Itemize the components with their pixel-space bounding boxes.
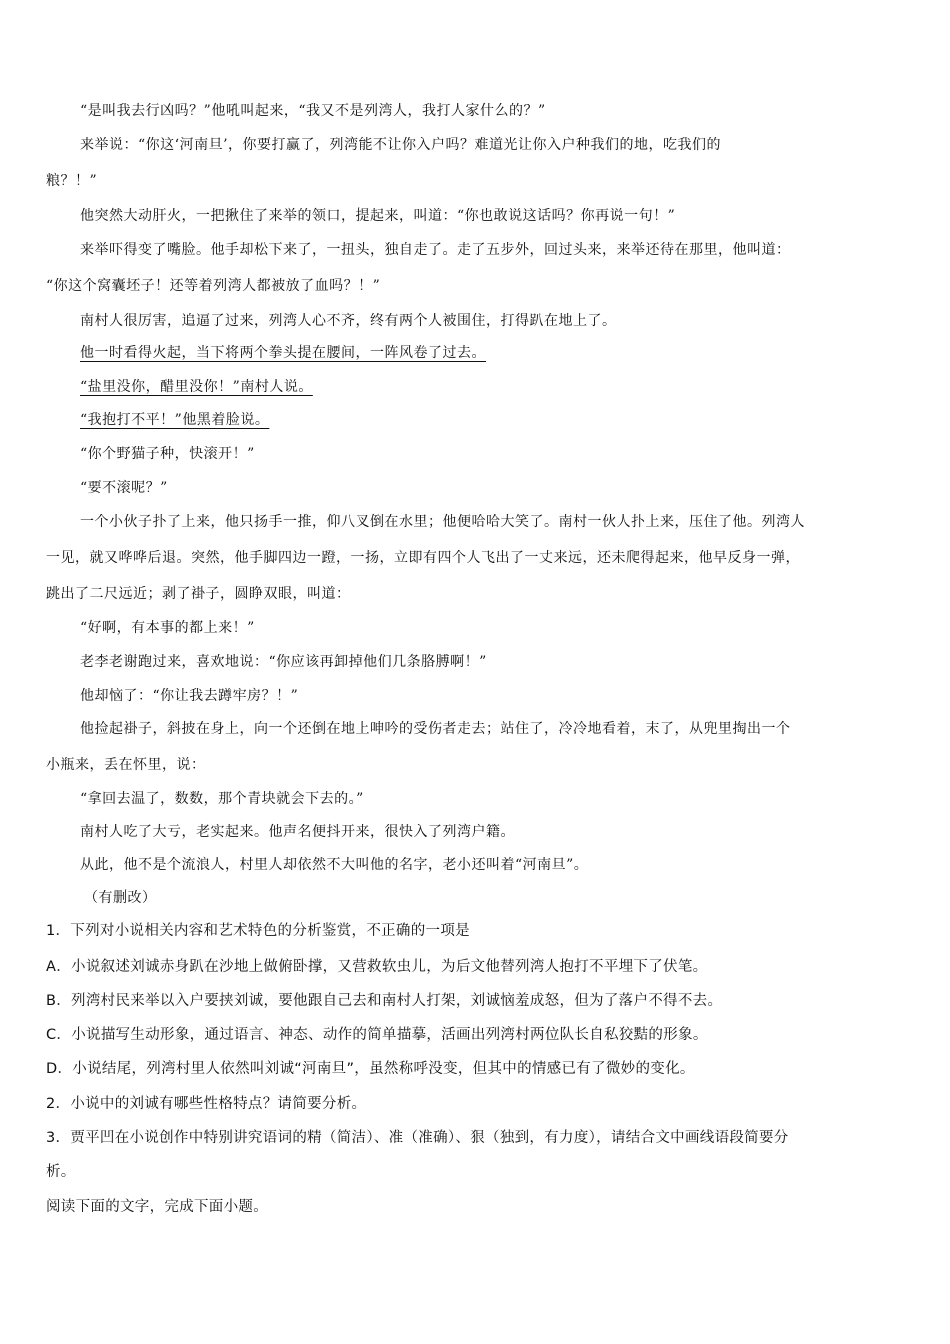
question-option-d: D．小说结尾，列湾村里人依然叫刘诚“河南旦”，虽然称呼没变，但其中的情感已有了微妙的变化。 — [46, 1061, 695, 1077]
passage-paragraph-continuation: “你这个窝囊坯子！还等着列湾人都被放了血吗？！” — [46, 278, 381, 294]
passage-paragraph: 他捡起褂子，斜披在身上，向一个还倒在地上呻吟的受伤者走去；站住了，冷冷地看着，末了，从兜里掏出一个 — [80, 721, 791, 737]
passage-paragraph: “拿回去温了，数数，那个青块就会下去的。” — [80, 791, 364, 807]
passage-paragraph: 南村人很厉害，追逼了过来，列湾人心不齐，终有两个人被围住，打得趴在地上了。 — [80, 313, 617, 329]
question-option-a: A．小说叙述刘诚赤身趴在沙地上做俯卧撑，又营救软虫儿，为后文他替列湾人抱打不平埋下了伏笔。 — [46, 959, 708, 975]
passage-paragraph: 来举说：“你这‘河南旦’，你要打赢了，列湾能不让你入户吗？难道光让你入户种我们的地，吃我们的 — [80, 137, 722, 153]
question-option-b: B．列湾村民来举以入户要挟刘诚，要他跟自己去和南村人打架，刘诚恼羞成怒，但为了落户不得不去。 — [46, 993, 723, 1009]
passage-paragraph: “是叫我去行凶吗？”他吼叫起来，“我又不是列湾人，我打人家什么的？” — [80, 103, 546, 119]
passage-paragraph: 一个小伙子扑了上来，他只扬手一推，仰八叉倒在水里；他便哈哈大笑了。南村一伙人扑上来，压住了他。列湾人 — [80, 514, 805, 530]
passage-paragraph: 老李老谢跑过来，喜欢地说：“你应该再卸掉他们几条胳膊啊！” — [80, 654, 487, 670]
passage-paragraph-continuation: 跳出了二尺远近；剥了褂子，圆睁双眼，叫道： — [46, 586, 351, 602]
passage-paragraph: “好啊，有本事的都上来！” — [80, 620, 255, 636]
passage-paragraph: 南村人吃了大亏，老实起来。他声名便抖开来，很快入了列湾户籍。 — [80, 824, 515, 840]
question-stem: 2．小说中的刘诚有哪些性格特点？请简要分析。 — [46, 1096, 367, 1112]
passage-paragraph-continuation: 小瓶来，丢在怀里，说： — [46, 757, 206, 773]
underlined-passage-line: 他一时看得火起，当下将两个拳头提在腰间，一阵风卷了过去。 — [80, 345, 486, 361]
passage-paragraph: 他却恼了：“你让我去蹲牢房？！” — [80, 688, 299, 704]
passage-paragraph: 从此，他不是个流浪人，村里人却依然不大叫他的名字，老小还叫着“河南旦”。 — [80, 857, 589, 873]
underlined-passage-line: “盐里没你，醋里没你！”南村人说。 — [80, 379, 313, 395]
passage-paragraph: 他突然大动肝火，一把揪住了来举的领口，提起来，叫道：“你也敢说这话吗？你再说一句！” — [80, 208, 676, 224]
revision-note: （有删改） — [84, 890, 157, 906]
reading-instruction: 阅读下面的文字，完成下面小题。 — [46, 1199, 268, 1215]
question-stem-continuation: 析。 — [46, 1164, 76, 1180]
passage-paragraph: 来举吓得变了嘴脸。他手却松下来了，一扭头，独自走了。走了五步外，回过头来，来举还待在那里，他叫道： — [80, 242, 791, 258]
passage-paragraph: “要不滚呢？” — [80, 480, 168, 496]
question-stem: 3．贾平凹在小说创作中特别讲究语词的精（简洁）、准（准确）、狠（独到，有力度），请结合文中画线语段简要分 — [46, 1130, 789, 1146]
underlined-passage-line: “我抱打不平！”他黑着脸说。 — [80, 412, 270, 428]
question-stem: 1．下列对小说相关内容和艺术特色的分析鉴赏，不正确的一项是 — [46, 923, 470, 939]
passage-paragraph: “你个野猫子种，快滚开！” — [80, 446, 255, 462]
passage-paragraph-continuation: 粮？！” — [46, 173, 98, 189]
passage-paragraph-continuation: 一见，就又哗哗后退。突然，他手脚四边一蹬，一扬，立即有四个人飞出了一丈来远，还未爬得起来，他早反身一弹， — [46, 550, 800, 566]
question-option-c: C．小说描写生动形象，通过语言、神态、动作的简单描摹，活画出列湾村两位队长自私狡黠的形象。 — [46, 1027, 708, 1043]
